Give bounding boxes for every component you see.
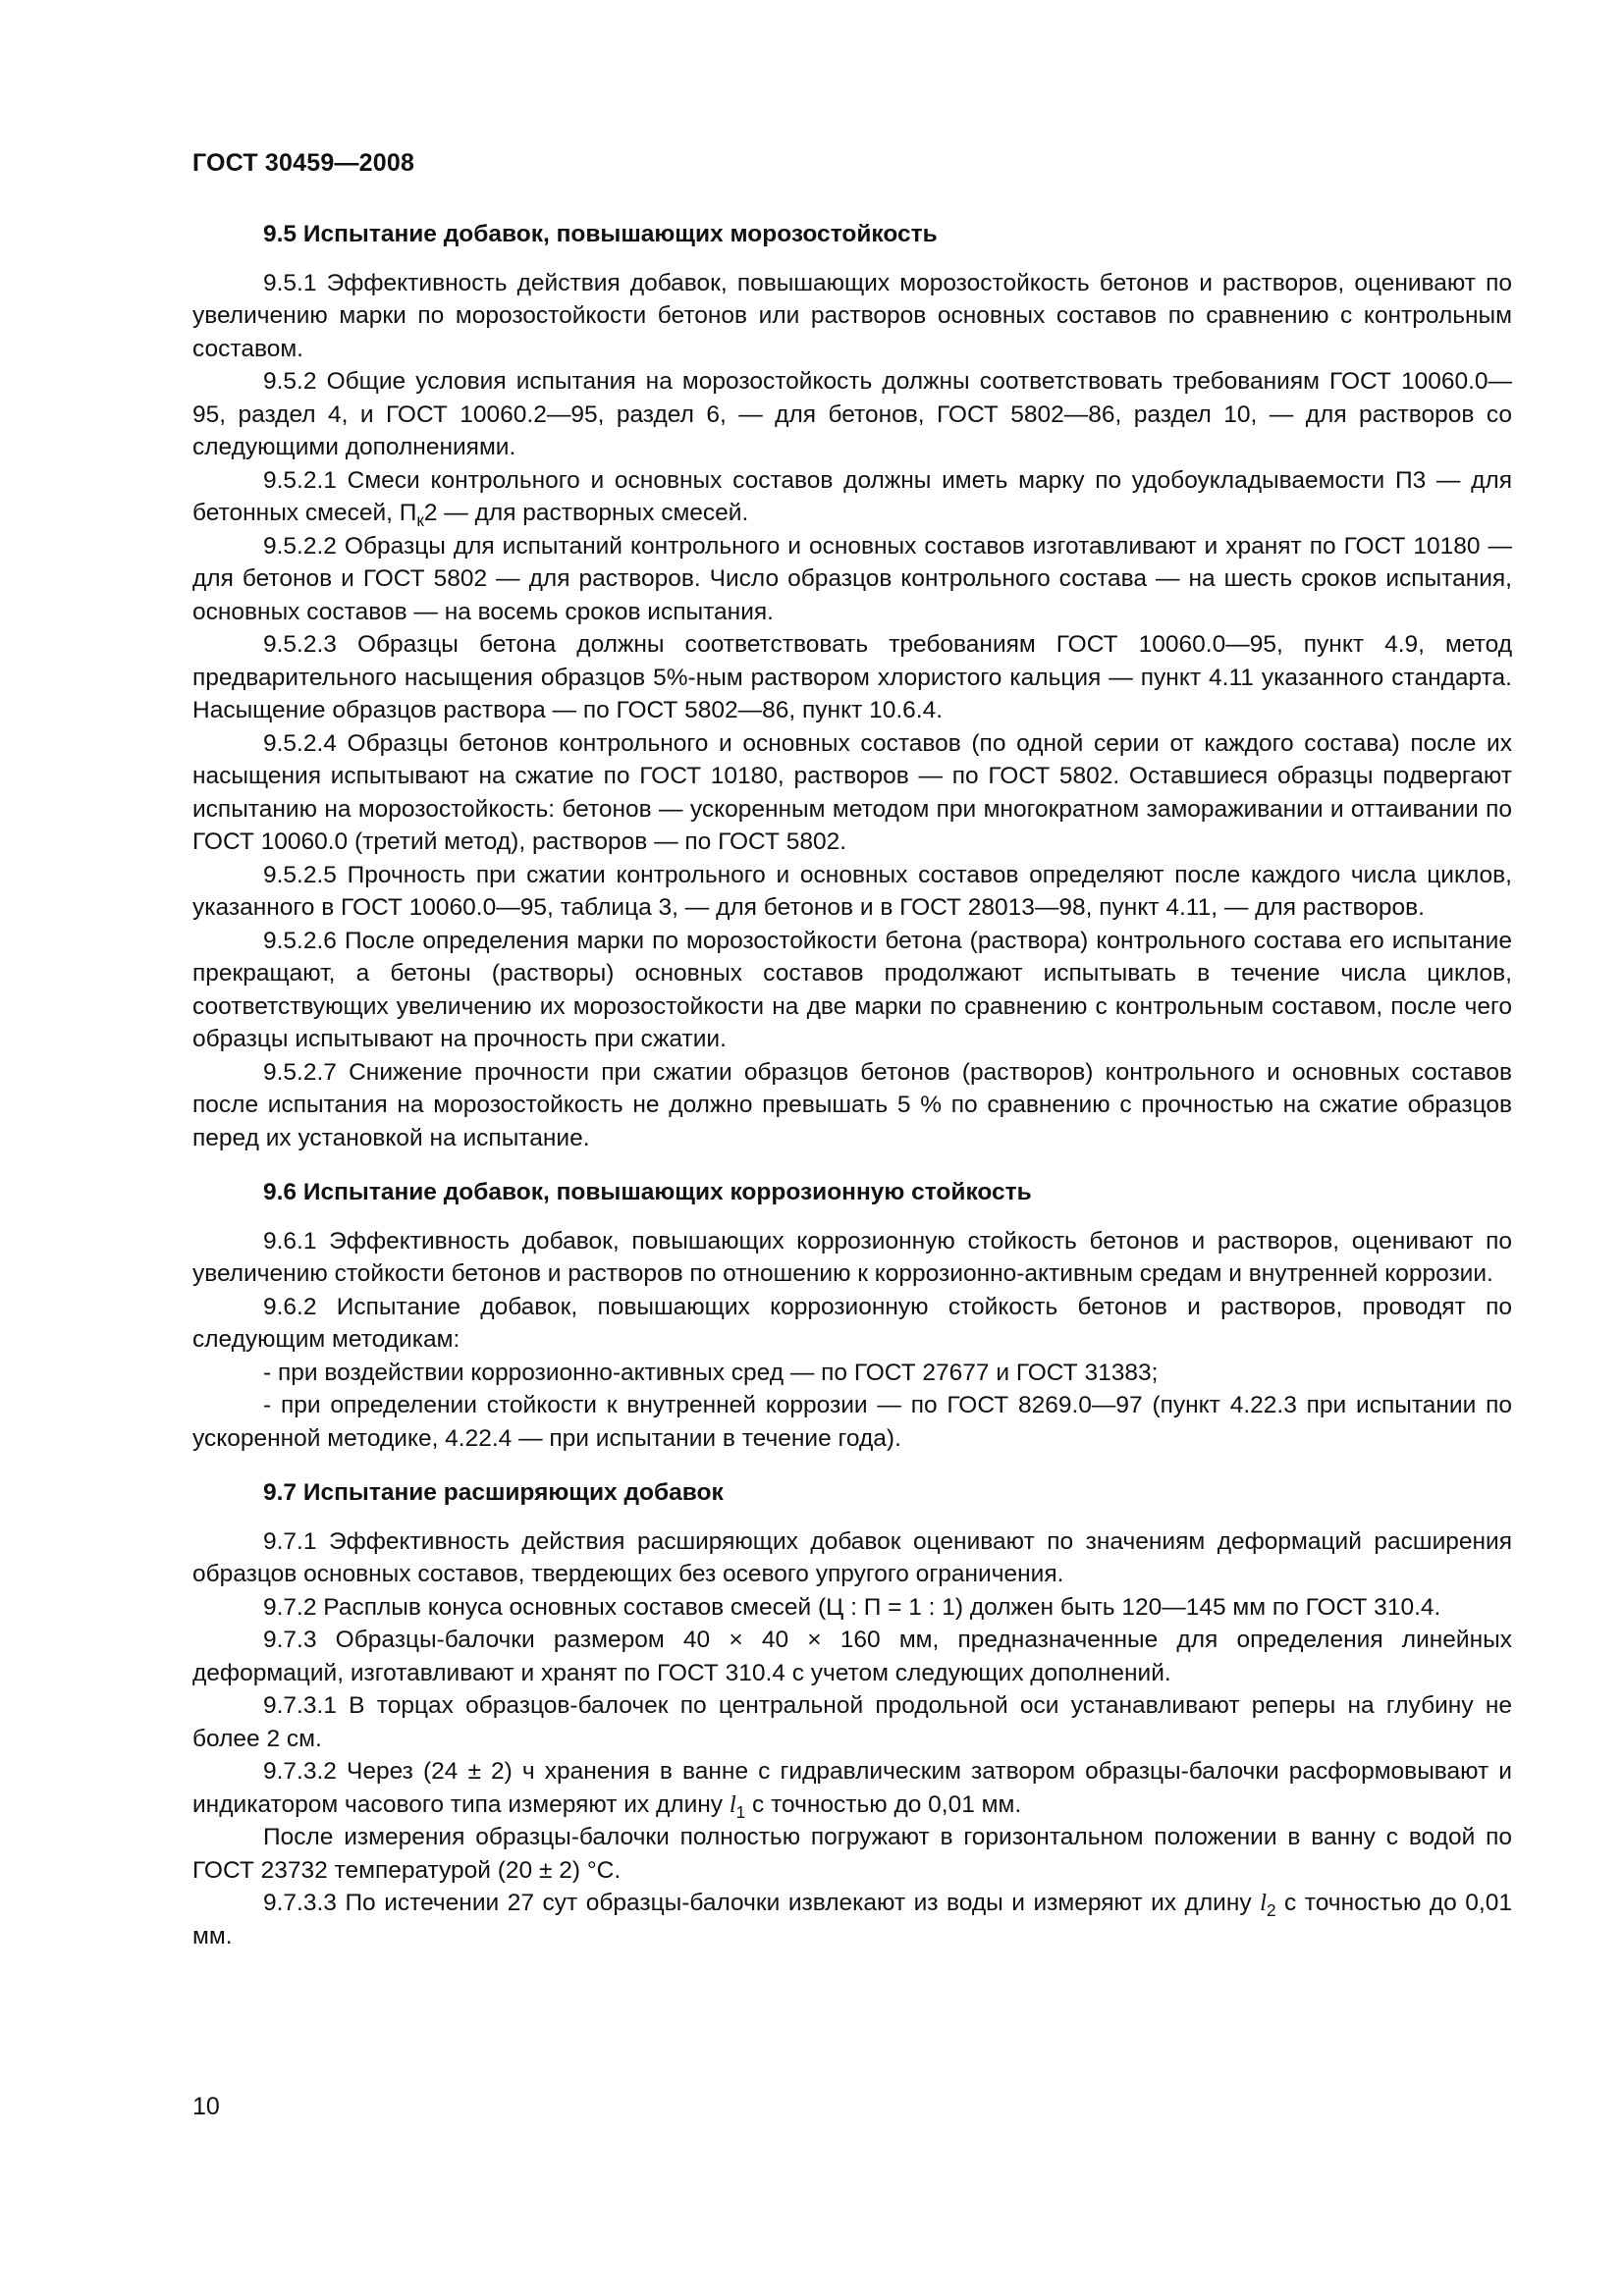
paragraph-9-5-2-5: 9.5.2.5 Прочность при сжатии контрольного и основных составов определяют после каждого числа циклов, указанного в ГОСТ 10060.0—95, таблица 3, — для бетонов и в ГОСТ 28013—98, пункт 4.11, — для растворов. xyxy=(192,861,1512,921)
paragraph-text: с точностью до 0,01 мм. xyxy=(192,1890,1512,1949)
paragraph-text: с точностью до 0,01 мм. xyxy=(745,1790,1022,1818)
paragraph-9-5-2-6: 9.5.2.6 После определения марки по морозостойкости бетона (раствора) контрольного состава его испытание прекращают, а бетоны (растворы) основных составов продолжают испытывать в течение числа циклов, соответствующих увеличению их морозостойкости на две марки по сравнению с контрольным составом, после чего образцы испытывают на прочность при сжатии. xyxy=(192,927,1512,1052)
paragraph-9-5-2-7: 9.5.2.7 Снижение прочности при сжатии образцов бетонов (растворов) контрольного и основных составов после испытания на морозостойкость не должно превышать 5 % по сравнению с прочностью на сжатие образцов перед их установкой на испытание. xyxy=(192,1058,1512,1151)
paragraph-9-7-3-2-continued: После измерения образцы-балочки полностью погружают в горизонтальном положении в ванну с водой по ГОСТ 23732 температурой (20 ± 2) °С. xyxy=(192,1824,1512,1884)
section-heading-9-6: 9.6 Испытание добавок, повышающих коррозионную стойкость xyxy=(263,1179,1032,1205)
paragraph-text: 2 — для растворных смесей. xyxy=(423,500,749,526)
paragraph-9-7-3-3 xyxy=(192,1887,1512,1952)
paragraph-9-7-3-2 xyxy=(192,1755,1512,1821)
paragraph-text: 9.7.3.3 По истечении 27 сут образцы-балочки извлекают из воды и измеряют их длину xyxy=(263,1890,1261,1916)
subscript: 1 xyxy=(735,1801,746,1822)
paragraph-9-6-1: 9.6.1 Эффективность добавок, повышающих коррозионную стойкость бетонов и растворов, оценивают по увеличению стойкости бетонов и растворов по отношению к коррозионно-активным средам и внутренней коррозии. xyxy=(192,1227,1512,1287)
paragraph-9-7-1: 9.7.1 Эффективность действия расширяющих добавок оценивают по значениям деформаций расширения образцов основных составов, твердеющих без осевого упругого ограничения. xyxy=(192,1527,1512,1587)
paragraph-text: 9.7.3.2 Через (24 ± 2) ч хранения в ванне с гидравлическим затвором образцы-балочки расформовывают и индикатором часового типа измеряют их длину xyxy=(192,1758,1512,1818)
paragraph-9-5-2-1 xyxy=(192,464,1512,530)
paragraph-9-5-2: 9.5.2 Общие условия испытания на морозостойкость должны соответствовать требованиям ГОСТ 10060.0—95, раздел 4, и ГОСТ 10060.2—95, раздел 6, — для бетонов, ГОСТ 5802—86, раздел 10, — для растворов со следующими дополнениями. xyxy=(192,368,1512,460)
paragraph-9-5-2-3: 9.5.2.3 Образцы бетона должны соответствовать требованиям ГОСТ 10060.0—95, пункт 4.9, метод предварительного насыщения образцов 5%-ным раствором хлористого кальция — пункт 4.11 указанного стандарта. Насыщение образцов раствора — по ГОСТ 5802—86, пункт 10.6.4. xyxy=(192,631,1512,723)
paragraph-9-5-2-4: 9.5.2.4 Образцы бетонов контрольного и основных составов (по одной серии от каждого состава) после их насыщения испытывают на сжатие по ГОСТ 10180, растворов — по ГОСТ 5802. Оставшиеся образцы подвергают испытанию на морозостойкость: бетонов — ускоренным методом при многократном замораживании и оттаивании по ГОСТ 10060.0 (третий метод), растворов — по ГОСТ 5802. xyxy=(192,729,1512,855)
variable-length: l xyxy=(1260,1890,1267,1916)
paragraph-9-7-3: 9.7.3 Образцы-балочки размером 40 × 40 × 160 мм, предназначенные для определения линейных деформаций, изготавливают и хранят по ГОСТ 310.4 с учетом следующих дополнений. xyxy=(192,1627,1512,1686)
document-body xyxy=(192,218,1512,1952)
paragraph-9-5-2-2: 9.5.2.2 Образцы для испытаний контрольного и основных составов изготавливают и хранят по ГОСТ 10180 — для бетонов и ГОСТ 5802 — для растворов. Число образцов контрольного состава — на шесть сроков испытания, основных составов — на восемь сроков испытания. xyxy=(192,532,1512,625)
section-heading-9-5: 9.5 Испытание добавок, повышающих морозостойкость xyxy=(263,221,938,247)
paragraph-9-7-2: 9.7.2 Расплыв конуса основных составов смесей (Ц : П = 1 : 1) должен быть 120—145 мм по ГОСТ 310.4. xyxy=(263,1593,1441,1621)
paragraph-text: 9.5.2.1 Смеси контрольного и основных составов должны иметь марку по удобоукладываемости П3 — для бетонных смесей, П xyxy=(192,466,1512,526)
paragraph-9-5-1: 9.5.1 Эффективность действия добавок, повышающих морозостойкость бетонов и растворов, оценивают по увеличению марки по морозостойкости бетонов или растворов основных составов по сравнению с контрольным составом. xyxy=(192,269,1512,362)
paragraph-9-7-3-1: 9.7.3.1 В торцах образцов-балочек по центральной продольной оси устанавливают реперы на глубину не более 2 см. xyxy=(192,1692,1512,1752)
subscript: к xyxy=(416,509,424,530)
page-number: 10 xyxy=(192,2093,220,2120)
paragraph-9-6-2: 9.6.2 Испытание добавок, повышающих коррозионную стойкость бетонов и растворов, проводят по следующим методикам: xyxy=(192,1293,1512,1353)
document-header-id: ГОСТ 30459—2008 xyxy=(192,149,415,177)
list-item-internal-corrosion: - при определении стойкости к внутренней коррозии — по ГОСТ 8269.0—97 (пункт 4.22.3 при испытании по ускоренной методике, 4.22.4 — при испытании в течение года). xyxy=(192,1392,1512,1452)
variable-length: l xyxy=(729,1790,736,1818)
subscript: 2 xyxy=(1266,1899,1276,1920)
section-heading-9-7: 9.7 Испытание расширяющих добавок xyxy=(263,1479,724,1506)
list-item-corrosive-media: - при воздействии коррозионно-активных сред — по ГОСТ 27677 и ГОСТ 31383; xyxy=(263,1359,1159,1386)
